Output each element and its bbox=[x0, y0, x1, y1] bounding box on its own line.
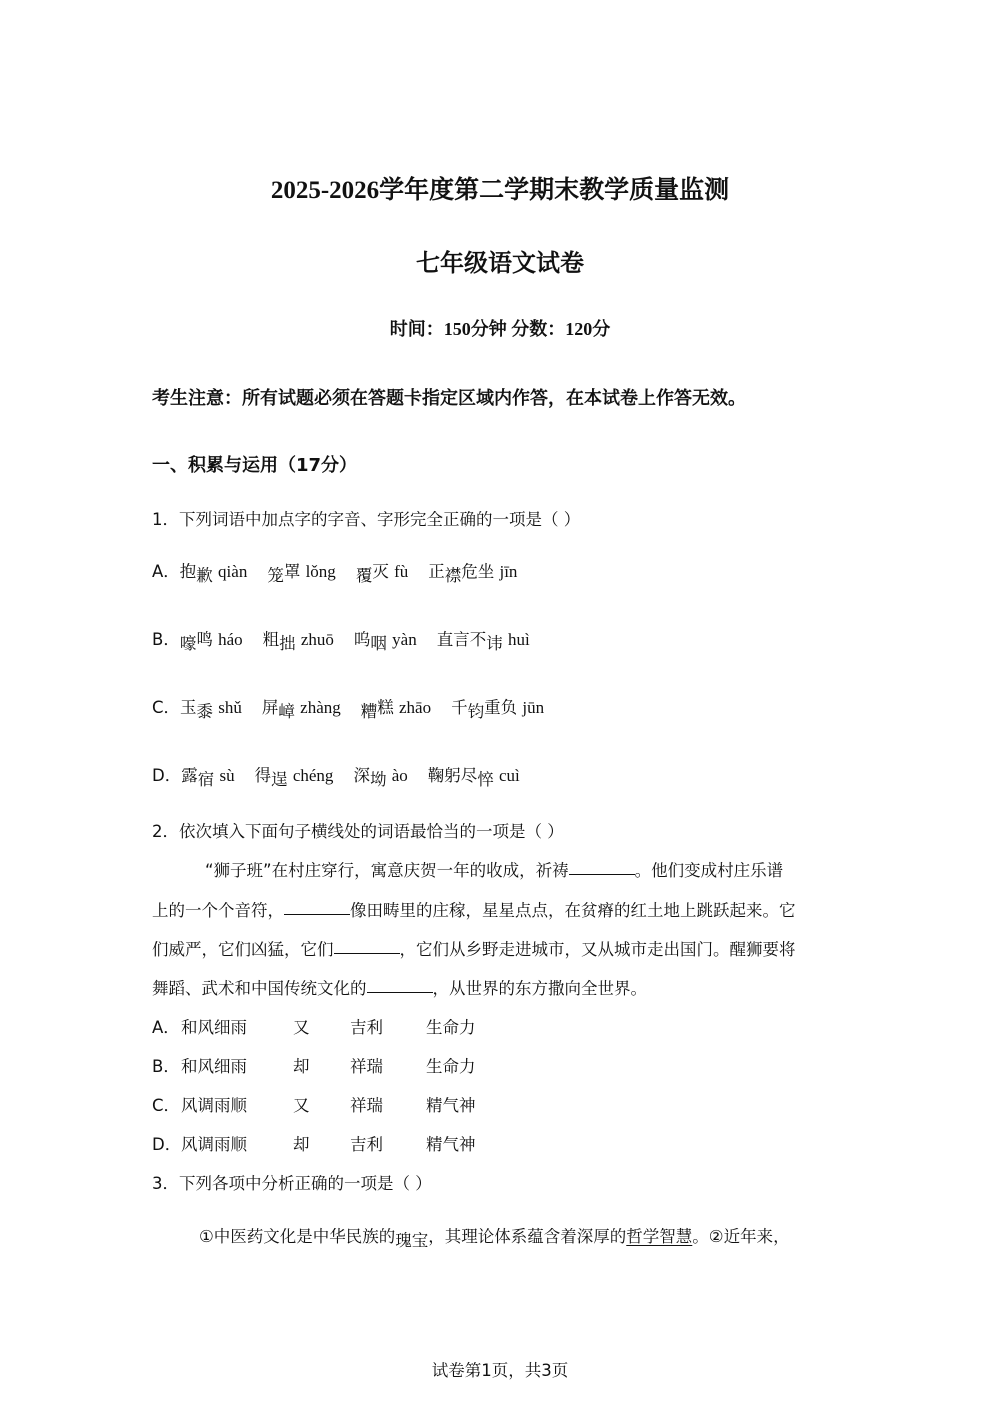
word: 深坳 ào bbox=[353, 766, 408, 789]
question-1-stem: 1．下列词语中加点字的字音、字形完全正确的一项是（ ） bbox=[152, 510, 581, 529]
word: 粗拙 zhuō bbox=[262, 630, 334, 653]
word: 呜咽 yàn bbox=[353, 630, 417, 653]
question-2-passage-line-4: 舞蹈、武术和中国传统文化的 ，从世界的东方撒向全世界。 bbox=[152, 979, 647, 998]
exam-subtitle: 七年级语文试卷 bbox=[416, 249, 584, 277]
question-2-passage-line-2: 上的一个个音符， 像田畴里的庄稼，星星点点，在贫瘠的红土地上跳跃起来。它 bbox=[152, 901, 796, 920]
word: 直言不讳 huì bbox=[436, 630, 530, 653]
fill-blank bbox=[334, 952, 400, 954]
exam-page: 2025-2026学年度第二学期末教学质量监测 七年级语文试卷 时间：150分钟 分数：120分 考生注意：所有试题必须在答题卡指定区域内作答，在本试卷上作答无效。 一、积累与运用（17分） 1．下列词语中加点字的字音、字形完全正确的一项是（ ） A．抱歉 qiàn 笼罩 lǒng 覆灭 fù 正襟危坐 jīn B．嚎鸣 háo 粗拙 zhuō 呜咽 yàn 直言不讳 huì C．玉黍 shǔ 屏嶂 zhàng 糟糕 zhāo 千钧重负 jūn D．露宿 sù 得逞 chéng 深坳 ào 鞠躬尽悴 cuì 2．依次填入下面句子横线处的词语最恰当的一项是（ ） “狮子班”在村庄穿行，寓意庆贺一年的收成，祈祷 。他们变成村庄乐谱 上的一个个音符， 像田畴里的庄稼，星星点点，在贫瘠的红土地上跳跃起来。它 们威严，它们凶猛，它们 ，它们从乡野走进城市，又从城市走出国门。醒狮要将 舞蹈、武术和中国传统文化的 ，从世界的东方撒向全世界。 A． 和风细雨 又 吉利 生命力 B． 和风细雨 却 祥瑞 生命力 C． 风调雨顺 又 祥瑞 精气神 D． 风调雨顺 却 吉利 精气神 3．下列各项中分析正确的一项是（ ） ①中医药文化是中华民族的瑰宝，其理论体系蕴含着深厚的哲学智慧。②近年来， 试卷第1页，共3页 bbox=[0, 0, 1000, 1415]
exam-title: 2025-2026学年度第二学期末教学质量监测 bbox=[270, 177, 730, 204]
fill-blank bbox=[569, 873, 635, 875]
word: 露宿 sù bbox=[181, 766, 235, 789]
word: 覆灭 fù bbox=[355, 562, 409, 585]
word: 鞠躬尽悴 cuì bbox=[427, 766, 520, 789]
question-2-passage-line-1: “狮子班”在村庄穿行，寓意庆贺一年的收成，祈祷 。他们变成村庄乐谱 bbox=[205, 861, 784, 880]
option-label: C． bbox=[152, 698, 181, 717]
exam-meta: 时间：150分钟 分数：120分 bbox=[389, 319, 611, 339]
option-label: B． bbox=[152, 630, 180, 649]
question-3-passage-line-1: ①中医药文化是中华民族的瑰宝，其理论体系蕴含着深厚的哲学智慧。②近年来， bbox=[199, 1227, 790, 1250]
question-1-option-b bbox=[152, 626, 530, 653]
option-label: D． bbox=[152, 766, 182, 785]
exam-notice: 考生注意：所有试题必须在答题卡指定区域内作答，在本试卷上作答无效。 bbox=[152, 388, 746, 409]
question-2-passage-line-3: 们威严，它们凶猛，它们 ，它们从乡野走进城市，又从城市走出国门。醒狮要将 bbox=[152, 940, 796, 959]
word: 屏嶂 zhàng bbox=[261, 698, 341, 721]
word: 正襟危坐 jīn bbox=[428, 562, 518, 585]
fill-blank bbox=[367, 991, 433, 993]
question-1-option-d bbox=[152, 762, 520, 789]
word: 玉黍 shǔ bbox=[180, 698, 242, 721]
word: 嚎鸣 háo bbox=[179, 630, 243, 653]
page-footer: 试卷第1页，共3页 bbox=[431, 1361, 569, 1380]
word: 千钧重负 jūn bbox=[451, 698, 545, 721]
word: 笼罩 lǒng bbox=[267, 562, 336, 585]
fill-blank bbox=[284, 913, 350, 915]
question-3-stem: 3．下列各项中分析正确的一项是（ ） bbox=[152, 1174, 432, 1193]
section-title: 一、积累与运用（17分） bbox=[152, 455, 358, 476]
option-label: A． bbox=[152, 562, 180, 581]
word: 得逞 chéng bbox=[254, 766, 334, 789]
word: 抱歉 qiàn bbox=[179, 562, 248, 585]
question-1-option-c bbox=[152, 694, 545, 721]
question-2-stem: 2．依次填入下面句子横线处的词语最恰当的一项是（ ） bbox=[152, 822, 564, 841]
word: 糟糕 zhāo bbox=[360, 698, 432, 721]
question-1-option-a bbox=[152, 558, 518, 585]
